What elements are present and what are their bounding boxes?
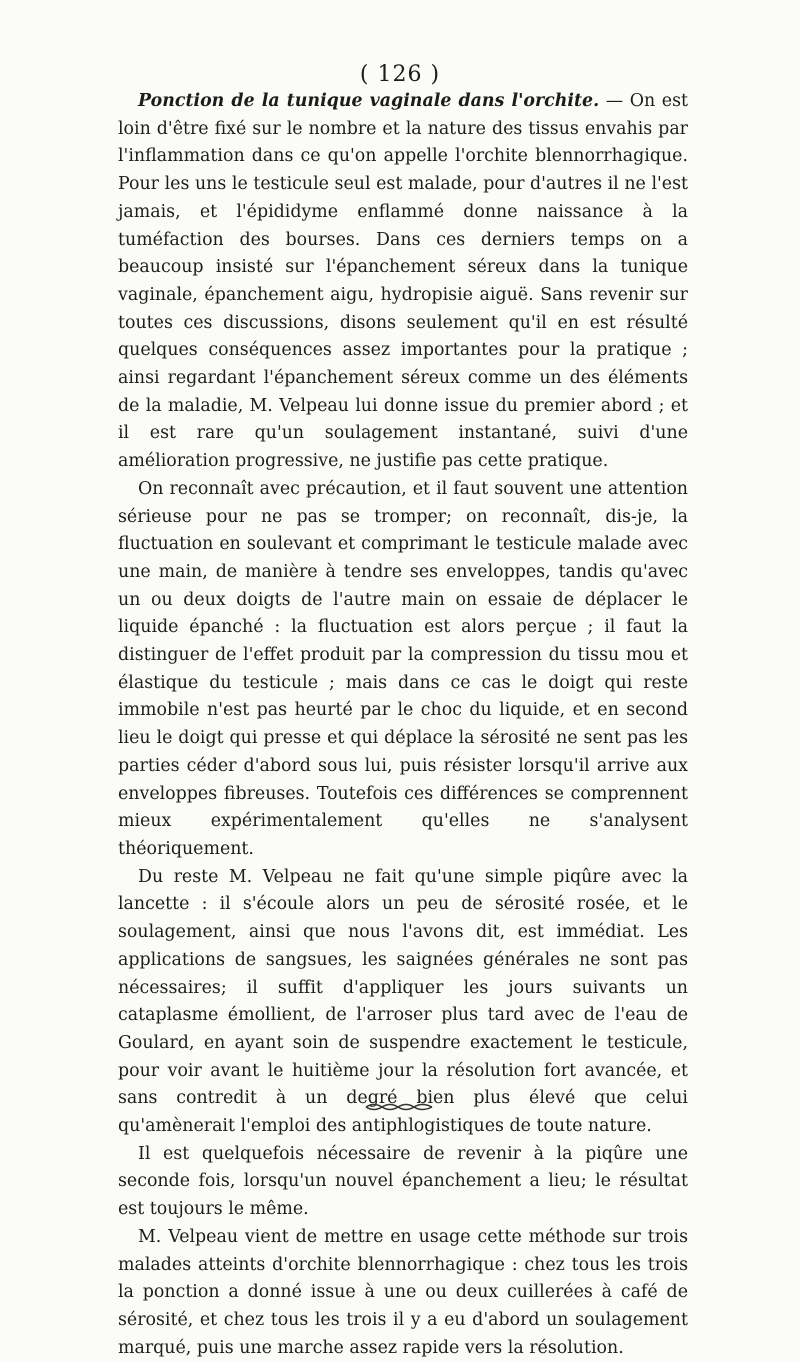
paragraph-2: On reconnaît avec précaution, et il faut souvent une attention sérieuse pour ne pas se tromper; on reconnaît, dis-je, la fluctuation en soulevant et comprimant le testicule malade avec une main, de manière à tendre ses enveloppes, tandis qu'avec un ou deux doigts de l'autre main on essaie de déplacer le liquide épanché : la fluctuation est alors perçue ; il faut la distinguer de l'effet produit par la compression du tissu mou et élastique du testicule ; mais dans ce cas le doigt qui reste immobile n'est pas heurté par le choc du liquide, et en second lieu le doigt qui presse et qui déplace la sérosité ne sent pas les parties céder d'abord sous lui, puis résister lorsqu'il arrive aux enveloppes fibreuses. Toutefois ces différences se comprennent mieux expérimentalement qu'elles ne s'analysent théoriquement. (118, 478, 688, 859)
paragraph-5: M. Velpeau vient de mettre en usage cette méthode sur trois malades atteints d'orchite blennorrhagique : chez tous les trois la ponction a donné issue à une ou deux cuillerées à café de sérosité, et chez tous les trois il y a eu d'abord un soulagement marqué, puis une marche assez rapide vers la résolution. (118, 1226, 688, 1358)
end-ornament (364, 1101, 434, 1113)
section-title: Ponction de la tunique vaginale dans l'orchite. (138, 91, 600, 111)
body-text (118, 88, 688, 1362)
paragraph-4: Il est quelquefois nécessaire de revenir à la piqûre une seconde fois, lorsqu'un nouvel épanchement a lieu; le résultat est toujours le même. (118, 1143, 688, 1220)
paragraph-1-text: On est loin d'être fixé sur le nombre et la nature des tissus envahis par l'inflammation dans ce qu'on appelle l'orchite blennorrhagique. Pour les uns le testicule seul est malade, pour d'autres il ne l'est jamais, et l'épididyme enflammé donne naissance à la tuméfaction des bourses. Dans ces derniers temps on a beaucoup insisté sur l'épanchement séreux dans la tunique vaginale, épanchement aigu, hydropisie aiguë. Sans revenir sur toutes ces discussions, disons seulement qu'il en est résulté quelques conséquences assez importantes pour la pratique ; ainsi regardant l'épanchement séreux comme un des éléments de la maladie, M. Velpeau lui donne issue du premier abord ; et il est rare qu'un soulagement instantané, suivi d'une amélioration progressive, ne justifie pas cette pratique. (118, 91, 688, 472)
title-dash: — (599, 91, 630, 111)
page-number: ( 126 ) (359, 62, 441, 87)
paragraph-3: Du reste M. Velpeau ne fait qu'une simple piqûre avec la lancette : il s'écoule alors un peu de sérosité rosée, et le soulagement, ainsi que nous l'avons dit, est immédiat. Les applications de sangsues, les saignées générales ne sont pas nécessaires; il suffit d'appliquer les jours suivants un cataplasme émollient, de l'arroser plus tard avec de l'eau de Goulard, en ayant soin de suspendre exactement le testicule, pour voir avant le huitième jour la résolution fort avancée, et sans contredit à un degré bien plus élevé que celui qu'amènerait l'emploi des antiphlogistiques de toute nature. (118, 866, 688, 1137)
paragraph-1 (118, 88, 688, 476)
